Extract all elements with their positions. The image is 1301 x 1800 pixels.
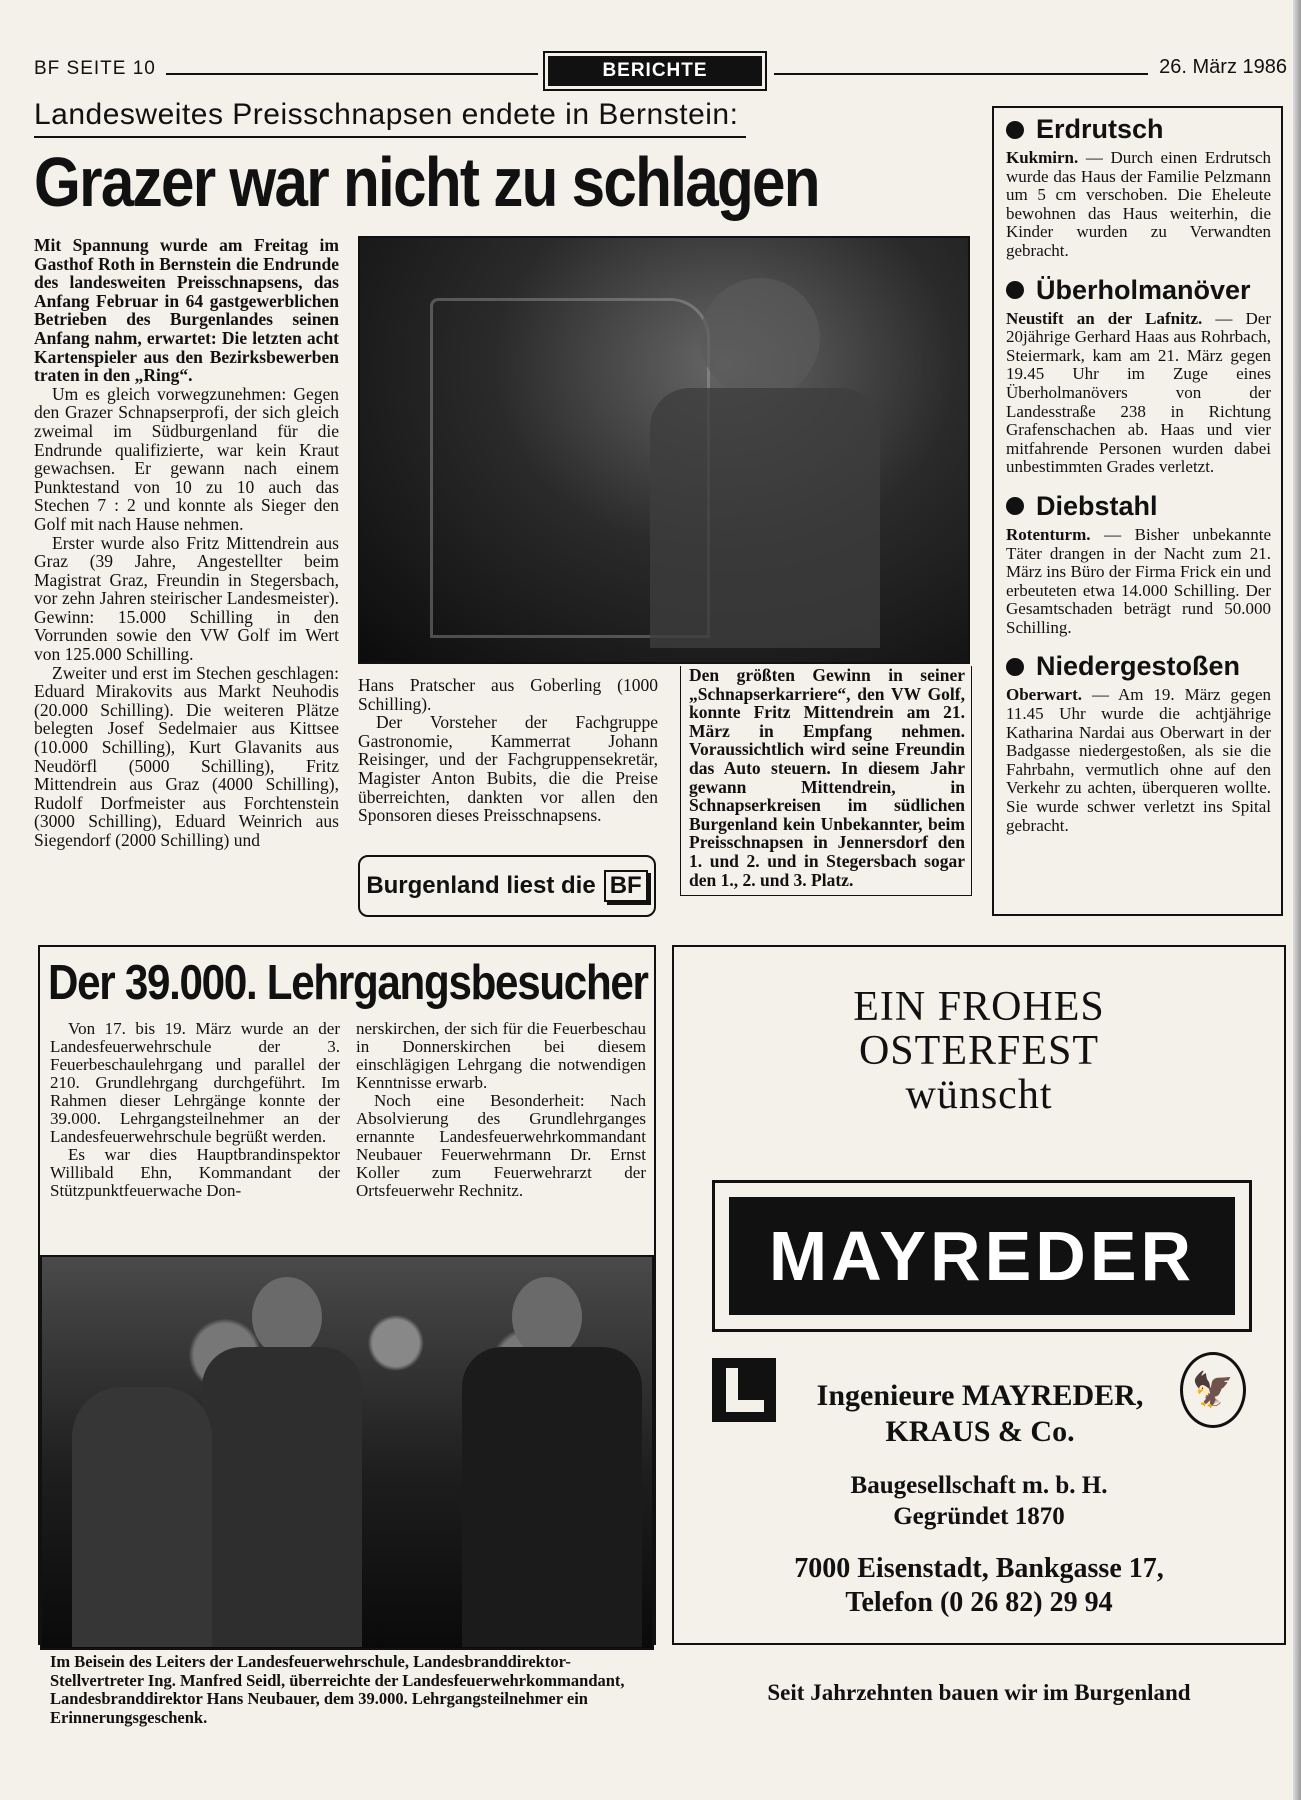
- company-logo-icon: [712, 1358, 776, 1422]
- person-head-shape: [252, 1277, 322, 1357]
- kicker-rule: [34, 136, 746, 138]
- sidebar-title: Überholmanöver: [1036, 274, 1251, 305]
- ad-company: [790, 1378, 1170, 1450]
- article-column-1: [34, 236, 339, 850]
- article-paragraph: Zweiter und erst im Stechen geschlagen: Eduard Mirakovits aus Markt Neuhodis (20.000 Schilling). Die weiteren Plätze belegten Josef Sedelmaier aus Kittsee (10.000 Schilling), Kurt Glavanits aus Neudörfl (5000 Schilling), Fritz Mittendrein aus Graz (4000 Schilling), Rudolf Dorfmeister aus Forchtenstein (3000 Schilling), Eduard Weinrich aus Siegendorf (2000 Schilling) und: [34, 662, 339, 850]
- ad-phone: Telefon (0 26 82) 29 94: [845, 1587, 1113, 1618]
- sidebar-text: — Am 19. März gegen 11.45 Uhr wurde die achtjährige Katharina Nardai aus Oberwart in der Badgasse niedergestoßen, als sie die Fahrbahn, vermutlich ohne auf den Verkehr zu achten, überqueren wollte. Sie wurde schwer verletzt ins Spital gebracht.: [1006, 685, 1272, 835]
- person-body-shape: [72, 1387, 212, 1647]
- sidebar-item-ueberholmanoever: [1006, 275, 1271, 477]
- logo-stroke: [726, 1400, 764, 1412]
- ad-greeting-line: OSTERFEST: [858, 1028, 1100, 1074]
- ad-company-line: KRAUS & Co.: [885, 1415, 1075, 1448]
- sidebar-title: Niedergestoßen: [1036, 651, 1241, 682]
- article-headline: Grazer war nicht zu schlagen: [34, 143, 819, 221]
- header-rule-left: [166, 73, 538, 75]
- article-lead: Mit Spannung wurde am Freitag im Gasthof Roth in Bernstein die Endrunde des landesweiten Preisschnapsens, das Anfang Februar in 64 gastgewerblichen Betrieben des Burgenlandes seinen Anfang nahm, erwartet: Die letzten acht Kartenspieler aus den Bezirksbewerben traten in den „Ring“.: [34, 235, 339, 386]
- sidebar-text: — Bisher unbekannte Täter drangen in der Nacht zum 21. März ins Büro der Firma Frick ein und erbeuteten etwa 14.000 Schilling. Der Gesamtschaden beträgt rund 50.000 Schilling.: [1006, 524, 1271, 637]
- bullet-icon: [1006, 281, 1024, 299]
- sidebar-place: Rotenturm.: [1006, 524, 1091, 544]
- ad-greeting-line: EIN FROHES: [853, 984, 1105, 1030]
- sidebar-text: — Durch einen Erdrutsch wurde das Haus der Familie Pelzmann um 5 cm verschoben. Die Eheleute bewohnen das Haus weiterhin, die Kinder wurden zu Verwandten gebracht.: [1006, 148, 1272, 260]
- ad-address: 7000 Eisenstadt, Bankgasse 17,: [794, 1553, 1164, 1584]
- ceremony-photo: [40, 1255, 654, 1650]
- person-body-shape: [202, 1347, 362, 1647]
- ad-tagline: Seit Jahrzehnten bauen wir im Burgenland: [767, 1680, 1191, 1705]
- person-head-shape: [512, 1277, 582, 1357]
- ad-company-line: Baugesellschaft m. b. H.: [850, 1472, 1108, 1499]
- article-kicker: Landesweites Preisschnapsen endete in Bernstein:: [34, 98, 739, 131]
- article-column-2: [358, 676, 658, 825]
- article-paragraph: Es war dies Hauptbrandinspektor Willibald Ehn, Kommandant der Stützpunktfeuerwache Don-: [50, 1145, 340, 1200]
- ad-company-line: Ingenieure MAYREDER,: [816, 1379, 1144, 1412]
- sidebar-item-diebstahl: [1006, 491, 1271, 638]
- sidebar-title: Erdrutsch: [1036, 114, 1164, 144]
- header-rule-right: [774, 73, 1148, 75]
- sidebar-place: Neustift an der Lafnitz.: [1006, 308, 1203, 328]
- sidebar-title: Diebstahl: [1036, 490, 1158, 521]
- ad-company-details: [672, 1470, 1286, 1532]
- sidebar-place: Oberwart.: [1006, 685, 1083, 705]
- article2-column-2: [356, 1020, 646, 1200]
- sidebar-place: Kukmirn.: [1006, 148, 1079, 167]
- sidebar-item-erdrutsch: [1006, 114, 1271, 261]
- slogan-text: Burgenland liest die: [366, 872, 596, 899]
- person-body-shape: [462, 1347, 642, 1647]
- page-edge: [1293, 0, 1301, 1800]
- photo-caption: Den größten Gewinn in seiner „Schnapserkarriere“, den VW Golf, konnte Fritz Mittendrein am 21. März in Empfang nehmen. Voraussichtlich wird seine Freundin das Auto steuern. In diesem Jahr gewann Mittendrein, in Schnapserkreisen im südlichen Burgenland kein Unbekannter, beim Preisschnapsen in Jennersdorf den 1. und 2. und in Stegersbach sogar den 1., 2. und 3. Platz.: [680, 666, 972, 896]
- page-number: BF SEITE 10: [34, 58, 156, 79]
- article-paragraph: nerskirchen, der sich für die Feuerbeschau in Donnerskirchen bei diesem einschlägigen Lehrgang die notwendigen Kenntnisse erwarb.: [356, 1019, 646, 1092]
- ad-greeting-line: wünscht: [905, 1072, 1053, 1118]
- bf-logo: BF: [604, 870, 648, 902]
- article-paragraph: Noch eine Besonderheit: Nach Absolvierung des Grundlehrganges ernannte Landesfeuerwehrkommandant Neubauer Feuerwehrmann Dr. Ernst Koller zum Feuerwehrarzt der Ortsfeuerwehr Rechnitz.: [356, 1091, 646, 1200]
- ad-brand-logo: MAYREDER: [729, 1197, 1235, 1315]
- article-paragraph: Hans Pratscher aus Goberling (1000 Schilling).: [358, 675, 658, 714]
- ad-company-line: Gegründet 1870: [893, 1503, 1065, 1530]
- news-sidebar: [992, 106, 1283, 916]
- article-paragraph: Erster wurde also Fritz Mittendrein aus Graz (39 Jahre, Angestellter beim Magistrat Graz, Freundin in Stegersbach, vor zehn Jahren steirischer Landesmeister). Gewinn: 15.000 Schilling in den Vorrunden sowie den VW Golf im Wert von 125.000 Schilling.: [34, 532, 339, 665]
- ad-brand-frame: [712, 1180, 1252, 1332]
- article2-caption: Im Beisein des Leiters der Landesfeuerwehrschule, Landesbranddirektor-Stellvertreter Ing. Manfred Seidl, überreichte der Landesfeuerwehrkommandant, Landesbranddirektor Hans Neubauer, dem 39.000. Lehrgangsteilnehmer ein Erinnerungsgeschenk.: [50, 1652, 625, 1727]
- coat-of-arms-icon: 🦅: [1180, 1352, 1246, 1428]
- bullet-icon: [1006, 658, 1024, 676]
- slogan-box: [358, 855, 656, 917]
- person-head-shape: [700, 278, 820, 398]
- issue-date: 26. März 1986: [1159, 56, 1287, 78]
- article-paragraph: Von 17. bis 19. März wurde an der Landesfeuerwehrschule der 3. Feuerbeschaulehrgang und parallel der 210. Grundlehrgang durchgeführt. Im Rahmen dieser Lehrgänge konnte der 39.000. Lehrgangsteilnehmer an der Landesfeuerwehrschule begrüßt werden.: [50, 1019, 340, 1146]
- person-body-shape: [650, 388, 880, 648]
- sidebar-item-niedergestossen: [1006, 651, 1271, 835]
- bullet-icon: [1006, 121, 1024, 139]
- article-paragraph: Der Vorsteher der Fachgruppe Gastronomie, Kammerrat Johann Reisinger, und der Fachgruppensekretär, Magister Anton Bubits, die die Preise überreichten, dankten vor allen den Sponsoren dieses Preisschnapsens.: [358, 712, 658, 826]
- ad-contact: [672, 1552, 1286, 1620]
- article2-headline: Der 39.000. Lehrgangsbesucher: [48, 956, 648, 1010]
- section-label: BERICHTE: [548, 56, 762, 86]
- car-photo: [358, 236, 970, 664]
- article-paragraph: Um es gleich vorwegzunehmen: Gegen den Grazer Schnapserprofi, der sich gleich zweimal im Südburgenland für die Endrunde qualifizierte, war kein Kraut gewachsen. Er gewann nach einem Punktestand von 10 zu 10 auch das Stechen 7 : 2 und konnte als Sieger den Golf mit nach Hause nehmen.: [34, 383, 339, 534]
- bullet-icon: [1006, 497, 1024, 515]
- article2-column-1: [50, 1020, 340, 1200]
- sidebar-text: — Der 20jährige Gerhard Haas aus Rohrbach, Steiermark, kam am 21. März gegen 19.45 Uhr im Zuge eines Überholmanövers von der Landesstraße 238 in Richtung Grafenschachen ab. Haas und vier mitfahrende Personen wurden dabei unbestimmten Grades verletzt.: [1006, 308, 1272, 477]
- ad-greeting: [672, 985, 1286, 1117]
